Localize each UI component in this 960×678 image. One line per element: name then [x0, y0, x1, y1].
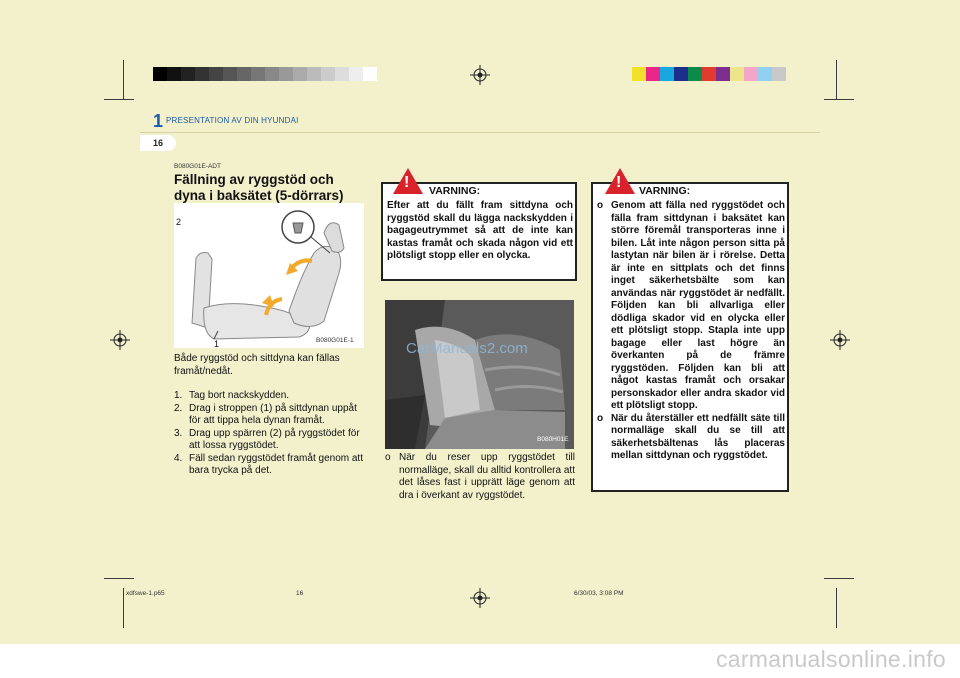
- list-item: [597, 413, 785, 463]
- chapter-title: PRESENTATION AV DIN HYUNDAI: [166, 116, 299, 125]
- figure-code: B080G01E-1: [316, 337, 354, 344]
- callout-1: 1: [214, 339, 220, 349]
- registration-mark-icon: [470, 65, 490, 85]
- list-item: [174, 390, 366, 403]
- warning-item-text: När du återställer ett nedfällt säte till normalläge skall du se till att säkerhetsbältenas lås placeras mellan sittdynan och ryggstödet.: [611, 412, 785, 461]
- grayscale-swatches: [153, 67, 377, 81]
- callout-2: 2: [176, 217, 182, 227]
- registration-mark-icon: [110, 330, 130, 350]
- steps-list: [174, 390, 366, 478]
- bullet: o: [385, 452, 391, 463]
- crop-mark: [824, 99, 854, 100]
- list-item: [174, 403, 366, 428]
- photo-watermark: CarManuals2.com: [406, 340, 528, 357]
- footer-timestamp: 6/30/03, 3:08 PM: [574, 590, 624, 597]
- warning-label: VARNING:: [639, 185, 691, 197]
- page-number-tab: 16: [140, 135, 176, 151]
- step-number: 2.: [174, 402, 183, 414]
- step-text: Drag upp spärren (2) på ryggstödet för att lossa ryggstödet.: [189, 427, 360, 451]
- step-number: 1.: [174, 390, 183, 401]
- step-text: Fäll sedan ryggstödet framåt genom att bara trycka på det.: [189, 452, 363, 476]
- warning-items: [597, 200, 785, 463]
- seat-illustration: [174, 203, 364, 348]
- registration-mark-icon: [470, 588, 490, 608]
- bullet: o: [597, 200, 604, 211]
- crop-mark: [836, 588, 837, 628]
- header-rule: [140, 132, 820, 133]
- footer-page: 16: [296, 590, 304, 597]
- note-text: När du reser upp ryggstödet till normalläge, skall du alltid kontrollera att det låses fast i upprätt läge genom att dra i överkant av ryggstödet.: [399, 452, 575, 501]
- crop-mark: [104, 578, 134, 579]
- step-number: 3.: [174, 427, 183, 439]
- section-code: B080G01E-ADT: [174, 163, 221, 170]
- warning-exclamation: !: [616, 174, 622, 191]
- list-item: [385, 452, 575, 502]
- bullet: o: [597, 412, 604, 424]
- crop-mark: [836, 60, 837, 100]
- warning-item-text: Genom att fälla ned ryggstödet och fälla fram sittdynan i baksätet kan större föremål transporteras inne i bilen. Låt inte någon person sitta på lastytan när bilen är i rörelse. Detta är inte en sittplats och det finns inget säkerhetsbälte som kan användas när ryggstödet är nedfällt. Följden kan bli allvarliga eller dödliga skador vid en olycka eller ett plötsligt stopp. Stapla inte upp bagage eller last högre än överkanten på de främre ryggstöden. Följden kan bli att något kastas framåt och orsakar personskador eller andra skador vid ett plötsligt stopp.: [611, 200, 785, 411]
- step-text: Tag bort nackskydden.: [189, 390, 290, 401]
- photo-image: [385, 300, 574, 449]
- crop-mark: [824, 578, 854, 579]
- warning-box-2: [591, 174, 789, 492]
- step-number: 4.: [174, 452, 183, 464]
- site-watermark: carmanualsonline.info: [715, 646, 946, 672]
- warning-label: VARNING:: [429, 185, 481, 197]
- warning-box-1: [381, 174, 577, 281]
- step-text: Drag i stroppen (1) på sittdynan uppåt för att tippa hela dynan framåt.: [189, 402, 357, 426]
- photo-code: B080H01E: [537, 436, 569, 443]
- crop-mark: [123, 60, 124, 100]
- list-item: [174, 453, 366, 478]
- crop-mark: [104, 99, 134, 100]
- footer-filename: xdfswe-1.p65: [126, 590, 165, 597]
- list-item: [174, 428, 366, 453]
- warning-exclamation: !: [404, 174, 410, 191]
- col2-note: [385, 452, 575, 502]
- list-item: [597, 200, 785, 413]
- registration-mark-icon: [830, 330, 850, 350]
- warning-text: Efter att du fällt fram sittdyna och ryggstöd skall du lägga nackskydden i bagageutrymmet så att de inte kan kastas framåt och skada någon vid ett plötsligt stopp eller en olycka.: [387, 200, 573, 261]
- crop-mark: [123, 588, 124, 628]
- intro-paragraph: Både ryggstöd och sittdyna kan fällas framåt/nedåt.: [174, 353, 340, 377]
- interior-photo: [385, 300, 574, 449]
- chapter-number: 1: [153, 111, 164, 131]
- color-swatches: [632, 67, 786, 81]
- section-title: Fällning av ryggstöd och dyna i baksätet (5-dörrars): [174, 172, 344, 203]
- seat-figure: [174, 203, 364, 348]
